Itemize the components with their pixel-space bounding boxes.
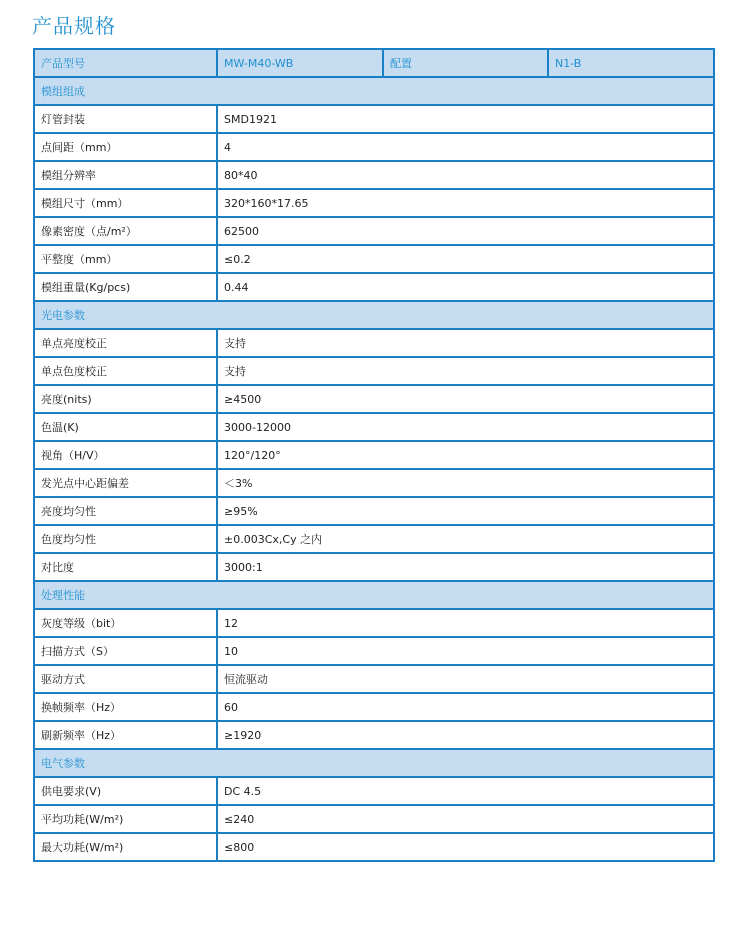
page-title: 产品规格 <box>32 14 116 38</box>
spec-row <box>34 357 714 385</box>
spec-label: 换帧频率（Hz） <box>34 693 217 721</box>
spec-label: 对比度 <box>34 553 217 581</box>
spec-label: 发光点中心距偏差 <box>34 469 217 497</box>
config-value: N1-B <box>548 49 714 77</box>
spec-row <box>34 245 714 273</box>
spec-row <box>34 441 714 469</box>
spec-value: 320*160*17.65 <box>217 189 714 217</box>
spec-value: ＜3% <box>217 469 714 497</box>
spec-value: 0.44 <box>217 273 714 301</box>
spec-value: 60 <box>217 693 714 721</box>
spec-label: 驱动方式 <box>34 665 217 693</box>
spec-value: ≥4500 <box>217 385 714 413</box>
spec-row <box>34 469 714 497</box>
spec-label: 平均功耗(W/m²) <box>34 805 217 833</box>
spec-table <box>33 48 715 862</box>
spec-value: 3000:1 <box>217 553 714 581</box>
spec-label: 灯管封装 <box>34 105 217 133</box>
spec-value: 10 <box>217 637 714 665</box>
spec-row <box>34 133 714 161</box>
spec-value: 80*40 <box>217 161 714 189</box>
spec-row <box>34 693 714 721</box>
spec-label: 扫描方式（S） <box>34 637 217 665</box>
header-row <box>34 49 714 77</box>
spec-value: SMD1921 <box>217 105 714 133</box>
spec-label: 色温(K) <box>34 413 217 441</box>
spec-row <box>34 609 714 637</box>
config-label: 配置 <box>383 49 548 77</box>
spec-row <box>34 777 714 805</box>
spec-row <box>34 329 714 357</box>
spec-label: 亮度均匀性 <box>34 497 217 525</box>
spec-value: 恒流驱动 <box>217 665 714 693</box>
spec-label: 单点亮度校正 <box>34 329 217 357</box>
spec-row <box>34 637 714 665</box>
model-value: MW-M40-WB <box>217 49 383 77</box>
spec-row <box>34 525 714 553</box>
spec-label: 视角（H/V） <box>34 441 217 469</box>
spec-value: ≥1920 <box>217 721 714 749</box>
spec-value: 4 <box>217 133 714 161</box>
spec-value: 62500 <box>217 217 714 245</box>
spec-row <box>34 497 714 525</box>
spec-value: 3000-12000 <box>217 413 714 441</box>
section-title: 电气参数 <box>34 749 714 777</box>
spec-row <box>34 105 714 133</box>
section-header-row <box>34 581 714 609</box>
spec-row <box>34 665 714 693</box>
spec-label: 最大功耗(W/m²) <box>34 833 217 861</box>
spec-label: 点间距（mm） <box>34 133 217 161</box>
spec-row <box>34 189 714 217</box>
section-title: 处理性能 <box>34 581 714 609</box>
spec-label: 刷新频率（Hz） <box>34 721 217 749</box>
section-header-row <box>34 749 714 777</box>
spec-label: 模组尺寸（mm） <box>34 189 217 217</box>
section-title: 模组组成 <box>34 77 714 105</box>
spec-label: 模组分辨率 <box>34 161 217 189</box>
spec-label: 灰度等级（bit） <box>34 609 217 637</box>
spec-value: ≤800 <box>217 833 714 861</box>
spec-label: 供电要求(V) <box>34 777 217 805</box>
spec-row <box>34 217 714 245</box>
section-title: 光电参数 <box>34 301 714 329</box>
spec-label: 亮度(nits) <box>34 385 217 413</box>
spec-value: ≥95% <box>217 497 714 525</box>
spec-value: 12 <box>217 609 714 637</box>
spec-row <box>34 721 714 749</box>
spec-row <box>34 553 714 581</box>
spec-row <box>34 833 714 861</box>
spec-label: 模组重量(Kg/pcs) <box>34 273 217 301</box>
spec-value: 120°/120° <box>217 441 714 469</box>
spec-value: 支持 <box>217 357 714 385</box>
spec-value: ±0.003Cx,Cy 之内 <box>217 525 714 553</box>
spec-row <box>34 385 714 413</box>
spec-value: ≤240 <box>217 805 714 833</box>
section-header-row <box>34 77 714 105</box>
model-label: 产品型号 <box>34 49 217 77</box>
section-header-row <box>34 301 714 329</box>
spec-label: 平整度（mm） <box>34 245 217 273</box>
spec-row <box>34 161 714 189</box>
spec-row <box>34 273 714 301</box>
spec-value: DC 4.5 <box>217 777 714 805</box>
spec-row <box>34 805 714 833</box>
spec-label: 色度均匀性 <box>34 525 217 553</box>
spec-label: 像素密度（点/m²） <box>34 217 217 245</box>
spec-value: 支持 <box>217 329 714 357</box>
spec-row <box>34 413 714 441</box>
spec-value: ≤0.2 <box>217 245 714 273</box>
spec-label: 单点色度校正 <box>34 357 217 385</box>
